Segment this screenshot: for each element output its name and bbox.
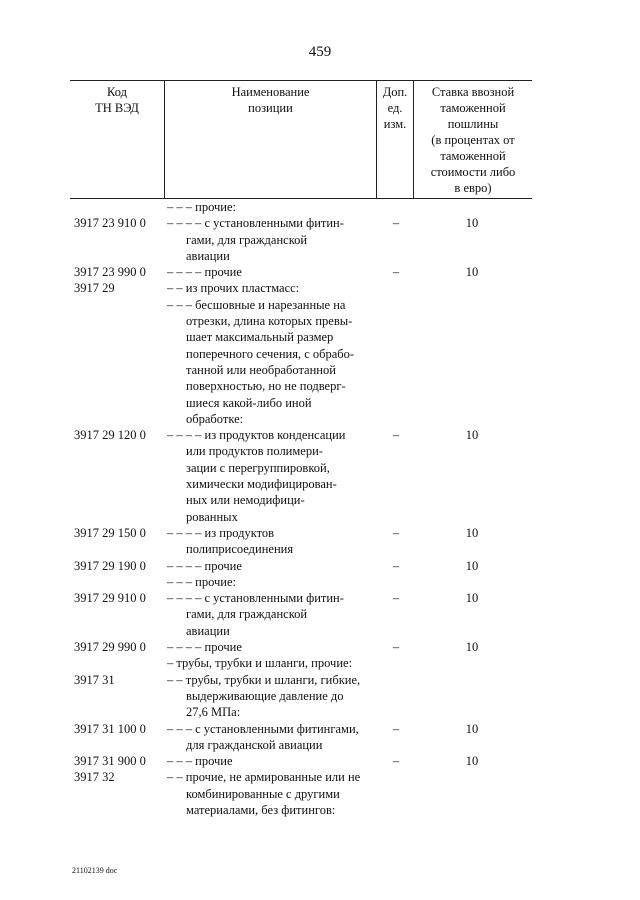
tnved-code: 3917 29 — [74, 281, 115, 296]
table-row — [0, 199, 640, 215]
header-rate-line: Ставка ввозной — [431, 85, 515, 99]
table-row — [0, 215, 640, 231]
position-name: гами, для гражданской — [186, 607, 308, 622]
duty-rate: 10 — [465, 640, 479, 655]
table-row — [0, 427, 640, 443]
table-row — [0, 672, 640, 688]
position-name: рованных — [186, 509, 238, 524]
position-name: – – – – с установленными фитин- — [167, 216, 344, 231]
header-rate-line: таможенной — [440, 149, 506, 163]
position-name: – – трубы, трубки и шланги, гибкие, — [167, 672, 361, 687]
table-row — [0, 443, 640, 459]
table-row — [0, 509, 640, 525]
header-dop-line: Доп. — [382, 85, 408, 99]
tnved-code: 3917 29 120 0 — [74, 428, 146, 443]
table-row — [0, 606, 640, 622]
tnved-code: 3917 29 990 0 — [74, 640, 146, 655]
table-row — [0, 264, 640, 280]
tariff-rows — [0, 199, 640, 818]
table-row — [0, 313, 640, 329]
table-row — [0, 737, 640, 753]
header-code-line: ТН ВЭД — [95, 101, 139, 115]
table-row — [0, 329, 640, 345]
position-name: поперечного сечения, с обрабо- — [186, 346, 355, 361]
header-name-line: Наименование — [231, 85, 310, 99]
position-name: – – – с установленными фитингами, — [167, 721, 359, 736]
duty-rate: 10 — [465, 721, 479, 736]
table-row — [0, 574, 640, 590]
table-row — [0, 802, 640, 818]
position-name: танной или необработанной — [186, 362, 336, 377]
header-dop-line: ед. — [387, 101, 403, 115]
position-name: зации с перегруппировкой, — [186, 460, 330, 475]
extra-unit: – — [392, 721, 400, 736]
tnved-code: 3917 23 910 0 — [74, 216, 146, 231]
extra-unit: – — [392, 558, 400, 573]
position-name: отрезки, длина которых превы- — [186, 314, 353, 329]
position-name: гами, для гражданской — [186, 232, 308, 247]
position-name: – – прочие, не армированные или не — [167, 770, 361, 785]
table-row — [0, 558, 640, 574]
position-name: авиации — [186, 248, 230, 263]
table-row — [0, 623, 640, 639]
header-dop — [377, 84, 413, 132]
position-name: – трубы, трубки и шланги, прочие: — [167, 656, 353, 671]
position-name: – – – – с установленными фитин- — [167, 591, 344, 606]
duty-rate: 10 — [465, 591, 479, 606]
table-row — [0, 476, 640, 492]
position-name: – – – бесшовные и нарезанные на — [167, 297, 346, 312]
tnved-code: 3917 29 910 0 — [74, 591, 146, 606]
duty-rate: 10 — [465, 558, 479, 573]
position-name: – – – – прочие — [167, 640, 242, 655]
header-rate-line: стоимости либо — [430, 165, 516, 179]
position-name: комбинированные с другими — [186, 786, 340, 801]
header-rate — [414, 84, 532, 196]
tnved-code: 3917 23 990 0 — [74, 265, 146, 280]
tnved-code: 3917 31 100 0 — [74, 721, 146, 736]
position-name: или продуктов полимери- — [186, 444, 323, 459]
table-row — [0, 753, 640, 769]
duty-rate: 10 — [465, 525, 479, 540]
table-row — [0, 721, 640, 737]
position-name: материалами, без фитингов: — [186, 802, 336, 817]
table-row — [0, 362, 640, 378]
table-row — [0, 704, 640, 720]
extra-unit: – — [392, 591, 400, 606]
footer-doc-id: 21102139 doc — [72, 866, 118, 875]
header-code-line: Код — [107, 85, 127, 99]
position-name: – – – – прочие — [167, 558, 242, 573]
extra-unit: – — [392, 428, 400, 443]
position-name: ных или немодифици- — [186, 493, 305, 508]
header-name — [165, 84, 376, 116]
table-row — [0, 280, 640, 296]
duty-rate: 10 — [465, 265, 479, 280]
table-row — [0, 786, 640, 802]
position-name: 27,6 МПа: — [186, 705, 241, 720]
extra-unit: – — [392, 216, 400, 231]
position-name: – – – прочие: — [167, 574, 236, 589]
table-row — [0, 492, 640, 508]
table-top-rule — [70, 80, 532, 81]
table-row — [0, 232, 640, 248]
position-name: шает максимальный размер — [186, 330, 334, 345]
header-dop-line: изм. — [383, 117, 407, 131]
extra-unit: – — [392, 265, 400, 280]
position-name: полиприсоединения — [186, 542, 294, 557]
position-name: – – – – из продуктов — [167, 525, 275, 540]
table-row — [0, 541, 640, 557]
header-rate-line: таможенной — [440, 101, 506, 115]
table-row — [0, 460, 640, 476]
header-rate-line: (в процентах от — [431, 133, 515, 147]
position-name: поверхностью, но не подверг- — [186, 379, 346, 394]
extra-unit: – — [392, 754, 400, 769]
position-name: – – – – из продуктов конденсации — [167, 428, 346, 443]
position-name: шиеся какой-либо иной — [186, 395, 312, 410]
table-row — [0, 297, 640, 313]
extra-unit: – — [392, 640, 400, 655]
tnved-code: 3917 31 900 0 — [74, 754, 146, 769]
table-row — [0, 395, 640, 411]
table-row — [0, 639, 640, 655]
header-rate-line: в евро) — [454, 181, 492, 195]
position-name: – – – прочие — [167, 754, 233, 769]
header-code — [70, 84, 164, 116]
position-name: для гражданской авиации — [186, 737, 323, 752]
duty-rate: 10 — [465, 428, 479, 443]
page-number: 459 — [308, 44, 332, 60]
tnved-code: 3917 29 190 0 — [74, 558, 146, 573]
header-rate-line: пошлины — [447, 117, 499, 131]
header-name-line: позиции — [248, 101, 293, 115]
position-name: выдерживающие давление до — [186, 688, 344, 703]
table-row — [0, 346, 640, 362]
table-row — [0, 655, 640, 671]
table-row — [0, 590, 640, 606]
table-row — [0, 378, 640, 394]
position-name: химически модифицирован- — [186, 477, 337, 492]
extra-unit: – — [392, 525, 400, 540]
duty-rate: 10 — [465, 216, 479, 231]
position-name: авиации — [186, 623, 230, 638]
tnved-code: 3917 32 — [74, 770, 115, 785]
tnved-code: 3917 31 — [74, 672, 115, 687]
table-row — [0, 525, 640, 541]
position-name: – – из прочих пластмасс: — [167, 281, 300, 296]
tnved-code: 3917 29 150 0 — [74, 525, 146, 540]
table-row — [0, 411, 640, 427]
position-name: – – – прочие: — [167, 200, 236, 214]
position-name: – – – – прочие — [167, 265, 242, 280]
duty-rate: 10 — [465, 754, 479, 769]
table-row — [0, 688, 640, 704]
table-row — [0, 248, 640, 264]
table-row — [0, 769, 640, 785]
position-name: обработке: — [186, 411, 244, 426]
